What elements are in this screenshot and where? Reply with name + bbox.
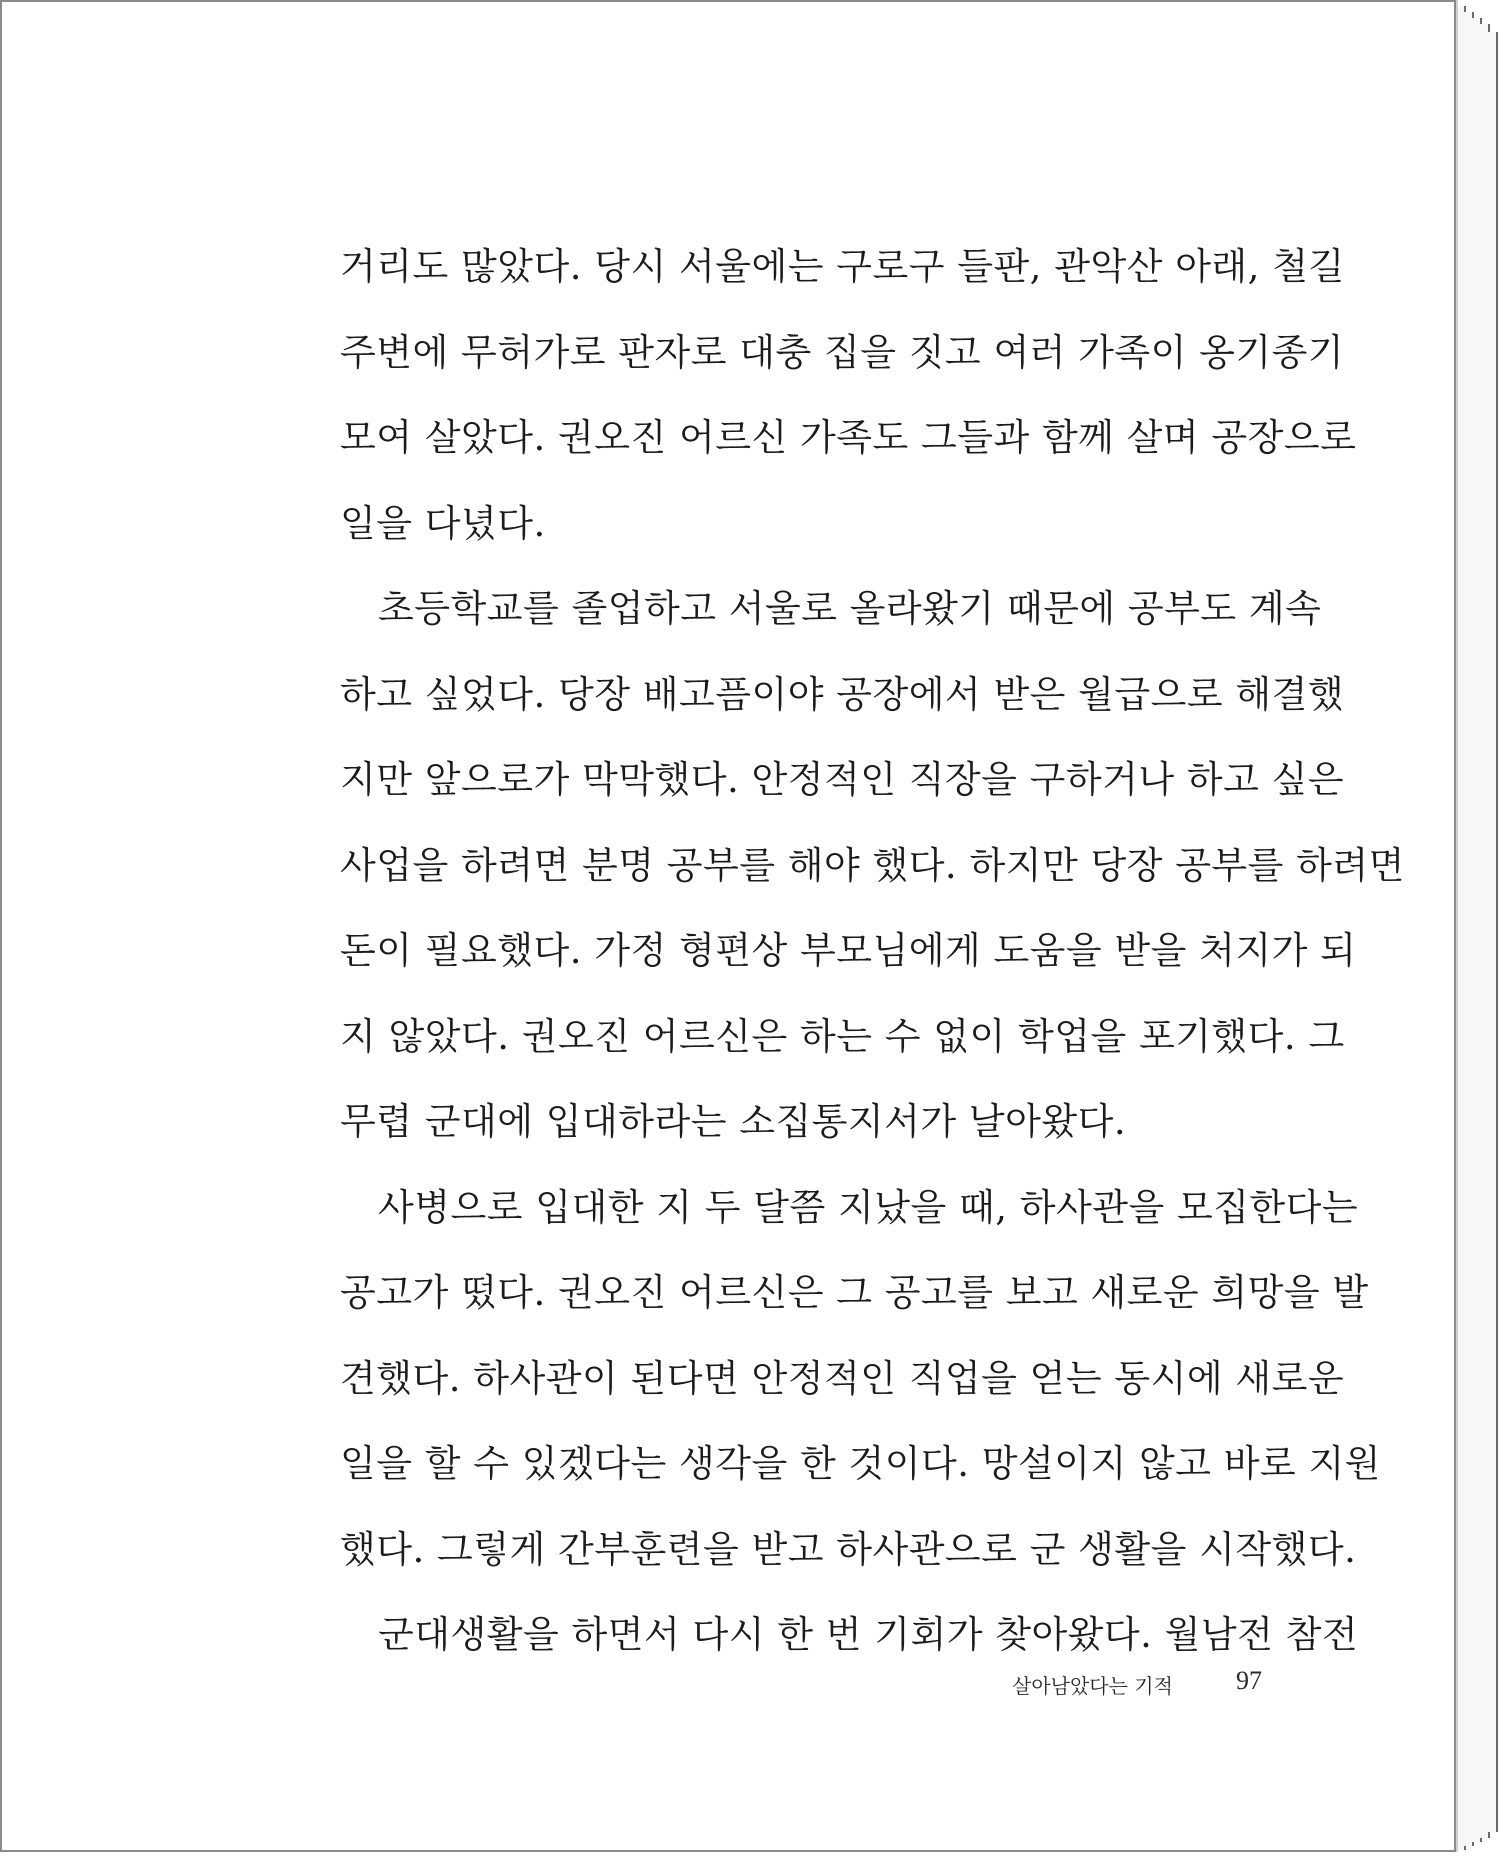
page-stack-edges xyxy=(1458,6,1504,1852)
text-line: 지만 앞으로가 막막했다. 안정적인 직장을 구하거나 하고 싶은 xyxy=(340,758,1345,801)
text-line: 지 않았다. 권오진 어르신은 하는 수 없이 학업을 포기했다. 그 xyxy=(340,1014,1345,1058)
text-line: 주변에 무허가로 판자로 대충 집을 짓고 여러 가족이 옹기종기 xyxy=(340,330,1345,374)
text-line: 공고가 떴다. 권오진 어르신은 그 공고를 보고 새로운 희망을 발 xyxy=(340,1271,1369,1314)
page-footer xyxy=(1012,1662,1262,1702)
text-line: 거리도 많았다. 당시 서울에는 구로구 들판, 관악산 아래, 철길 xyxy=(340,245,1345,288)
text-line: 했다. 그렇게 간부훈련을 받고 하사관으로 군 생활을 시작했다. xyxy=(340,1527,1357,1571)
text-line: 모여 살았다. 권오진 어르신 가족도 그들과 함께 살며 공장으로 xyxy=(340,416,1357,459)
text-line: 사병으로 입대한 지 두 달쯤 지났을 때, 하사관을 모집한다는 xyxy=(378,1185,1359,1229)
text-line: 견했다. 하사관이 된다면 안정적인 직업을 얻는 동시에 새로운 xyxy=(340,1356,1345,1400)
page-edge xyxy=(1488,32,1498,1832)
body-text xyxy=(340,224,1405,1678)
page-number: 97 xyxy=(1236,1666,1262,1695)
text-line: 돈이 필요했다. 가정 형편상 부모님에게 도움을 받을 처지가 되 xyxy=(340,929,1357,972)
text-line: 일을 다녔다. xyxy=(340,501,546,545)
text-line: 일을 할 수 있겠다는 생각을 한 것이다. 망설이지 않고 바로 지원 xyxy=(340,1442,1381,1485)
text-line: 무렵 군대에 입대하라는 소집통지서가 날아왔다. xyxy=(340,1100,1127,1143)
text-line: 초등학교를 졸업하고 서울로 올라왔기 때문에 공부도 계속 xyxy=(378,587,1322,630)
text-line: 사업을 하려면 분명 공부를 해야 했다. 하지만 당장 공부를 하려면 xyxy=(340,843,1405,887)
text-line: 군대생활을 하면서 다시 한 번 기회가 찾아왔다. 월남전 참전 xyxy=(378,1613,1359,1656)
text-line: 하고 싶었다. 당장 배고픔이야 공장에서 받은 월급으로 해결했 xyxy=(340,672,1345,716)
running-title: 살아남았다는 기적 xyxy=(1012,1674,1173,1698)
